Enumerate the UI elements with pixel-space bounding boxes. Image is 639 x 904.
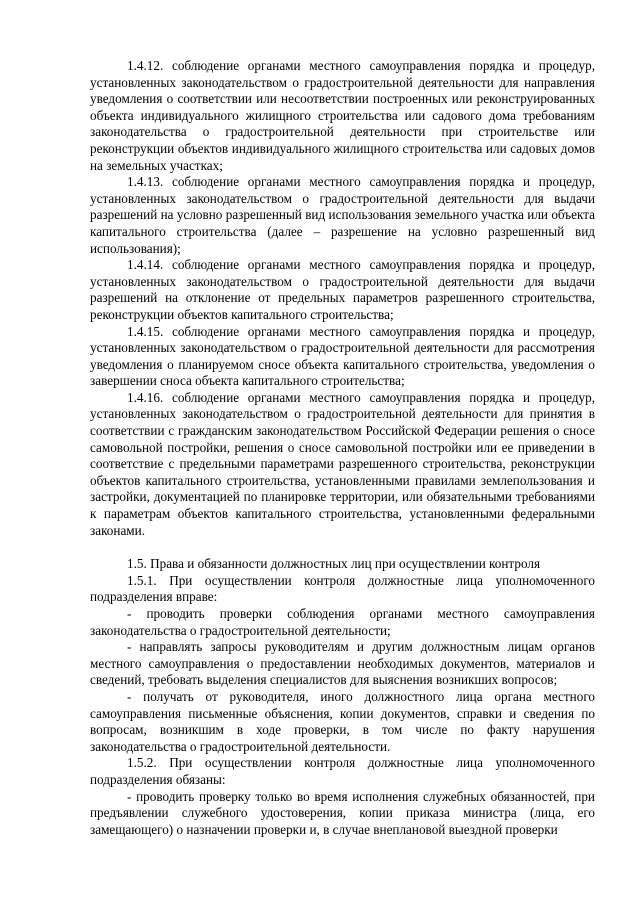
paragraph-1-4-14: 1.4.14. соблюдение органами местного самоуправления порядка и процедур, установленных законодательством о градостроительной деятельности для выдачи разрешений на отклонение от предельных параметров разрешенного строительства, реконструкции объектов капитального строительства; [90,257,595,322]
paragraph-1-4-12: 1.4.12. соблюдение органами местного самоуправления порядка и процедур, установленных законодательством о градостроительной деятельности для направления уведомления о соответствии или несоответствии построенных или реконструированных объекта индивидуального жилищного строительства или садового дома требованиям законодательства о градостроительной деятельности при строительстве или реконструкции объектов индивидуального жилищного строительства или садовых домов на земельных участках; [90,58,595,173]
document-page [90,58,595,838]
paragraph-1-4-15: 1.4.15. соблюдение органами местного самоуправления порядка и процедур, установленных законодательством о градостроительной деятельности для рассмотрения уведомления о планируемом сносе объекта капитального строительства, уведомления о завершении сноса объекта капитального строительства; [90,323,595,389]
paragraph-1-5-2: 1.5.2. При осуществлении контроля должностные лица уполномоченного подразделения обязаны: [90,755,595,787]
paragraph-1-4-16: 1.4.16. соблюдение органами местного самоуправления порядка и процедур, установленных законодательством о градостроительной деятельности для принятия в соответствии с гражданским законодательством Российской Федерации решения о сносе самовольной постройки, решения о сносе самовольной постройки или ее приведении в соответствие с предельными параметрами разрешенного строительства, реконструкции объектов капитального строительства, установленными правилами землепользования и застройки, документацией по планировке территории, или обязательными требованиями к параметрам объектов капитального строительства, установленными федеральными законами. [90,389,595,538]
section-gap [90,539,595,556]
list-item-inspections: - проводить проверки соблюдения органами местного самоуправления законодательства о градостроительной деятельности; [90,606,595,638]
list-item-explanations: - получать от руководителя, иного должностного лица органа местного самоуправления письменные объяснения, копии документов, справки и сведения по вопросам, возникшим в ходе проверки, в том числе по факту нарушения законодательства о градостроительной деятельности. [90,688,595,754]
list-item-requests: - направлять запросы руководителям и другим должностным лицам органов местного самоуправления о предоставлении необходимых документов, материалов и сведений, требовать выделения специалистов для выяснения возникших вопросов; [90,639,595,688]
paragraph-1-5-1: 1.5.1. При осуществлении контроля должностные лица уполномоченного подразделения вправе: [90,572,595,605]
section-heading-1-5: 1.5. Права и обязанности должностных лиц при осуществлении контроля [127,556,541,572]
list-item-conduct-inspection: - проводить проверку только во время исполнения служебных обязанностей, при предъявлении служебного удостоверения, копии приказа министра (лица, его замещающего) о назначении проверки и, в случае внеплановой выездной проверки [90,788,595,837]
paragraph-1-4-13: 1.4.13. соблюдение органами местного самоуправления порядка и процедур, установленных законодательством о градостроительной деятельности для выдачи разрешений на условно разрешенный вид использования земельного участка или объекта капитального строительства (далее – разрешение на условно разрешенный вид использования); [90,174,595,256]
